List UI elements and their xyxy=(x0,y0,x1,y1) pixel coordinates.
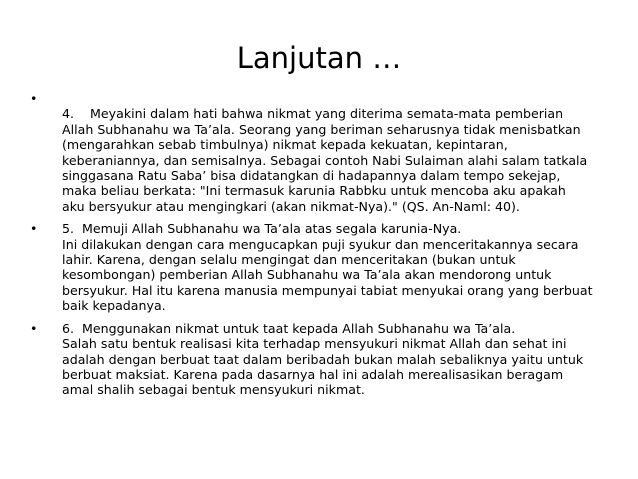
bullet-line xyxy=(62,91,610,106)
bullet-icon: • xyxy=(30,221,38,237)
bullet-item-4 xyxy=(30,91,610,214)
slide-content xyxy=(30,91,610,405)
bullet-line: berbuat maksiat. Karena pada dasarnya hal ini adalah merealisasikan beragam xyxy=(62,366,564,382)
bullet-line: amal shalih sebagai bentuk mensyukuri nikmat. xyxy=(62,382,365,398)
bullet-line: baik kepadanya. xyxy=(62,298,166,314)
bullet-line: 4. Meyakini dalam hati bahwa nikmat yang diterima semata-mata pemberian xyxy=(62,106,564,122)
bullet-line: keberaniannya, dan semisalnya. Sebagai contoh Nabi Sulaiman alahi salam tatkala xyxy=(62,152,588,168)
bullet-item-5 xyxy=(30,221,610,313)
bullet-line: Salah satu bentuk realisasi kita terhadap mensyukuri nikmat Allah dan sehat ini xyxy=(62,336,567,352)
bullet-line: 5. Memuji Allah Subhanahu wa Ta’ala atas segala karunia-Nya. xyxy=(62,221,462,237)
bullet-line: lahir. Karena, dengan selalu mengingat dan menceritakan (bukan untuk xyxy=(62,252,516,268)
bullet-icon: • xyxy=(30,320,38,336)
bullet-item-6 xyxy=(30,321,610,398)
bullet-line: Allah Subhanahu wa Ta’ala. Seorang yang beriman seharusnya tidak menisbatkan xyxy=(62,121,581,137)
bullet-line: bersyukur. Hal itu karena manusia mempunyai tabiat menyukai orang yang berbuat xyxy=(62,282,593,298)
bullet-line: (mengarahkan sebab timbulnya) nikmat kepada kekuatan, kepintaran, xyxy=(62,137,508,153)
bullet-line: kesombongan) pemberian Allah Subhanahu wa Ta’ala akan mendorong untuk xyxy=(62,267,552,283)
bullet-line: Ini dilakukan dengan cara mengucapkan puji syukur dan menceritakannya secara xyxy=(62,236,579,252)
bullet-line: adalah dengan berbuat taat dalam beribadah bukan malah sebaliknya yaitu untuk xyxy=(62,351,584,367)
bullet-line: singgasana Ratu Saba’ bisa didatangkan di hadapannya dalam tempo sekejap, xyxy=(62,168,561,184)
bullet-line: maka beliau berkata: "Ini termasuk karunia Rabbku untuk mencoba aku apakah xyxy=(62,183,566,199)
bullet-icon: • xyxy=(30,91,38,106)
bullet-line: 6. Menggunakan nikmat untuk taat kepada Allah Subhanahu wa Ta’ala. xyxy=(62,320,516,336)
bullet-line: aku bersyukur atau mengingkari (akan nikmat-Nya)." (QS. An-Naml: 40). xyxy=(62,198,520,214)
slide-title: Lanjutan … xyxy=(236,41,402,75)
